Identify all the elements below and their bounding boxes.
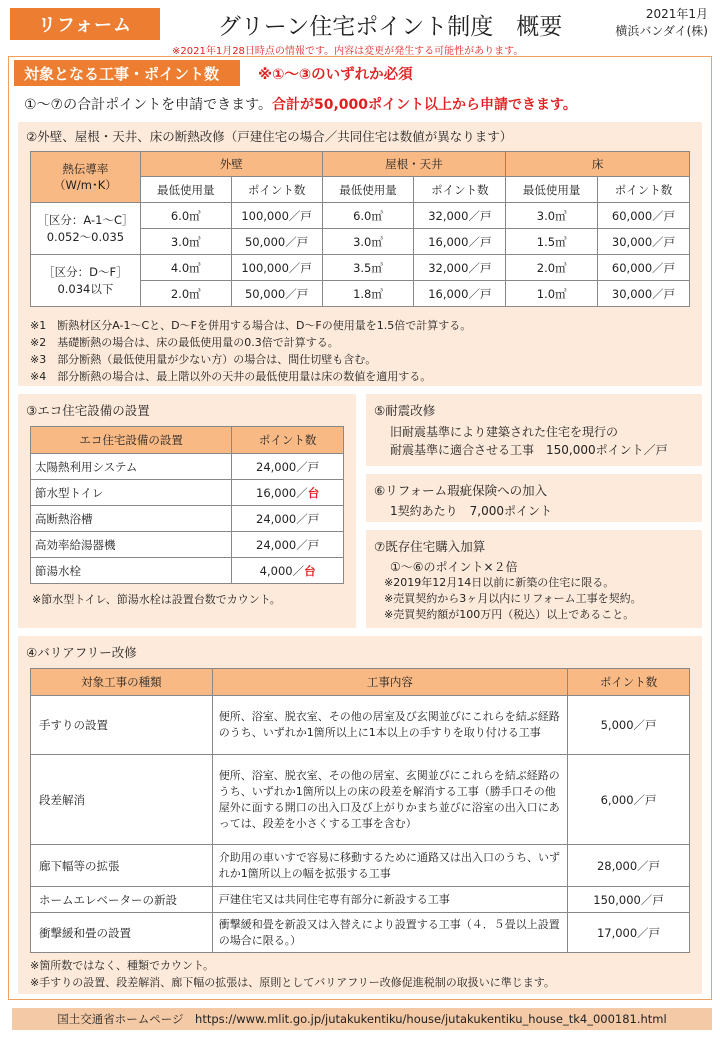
barrier-title: ④バリアフリー改修 xyxy=(26,645,137,660)
barrier-content: 便所、浴室、脱衣室、その他の居室及び玄関並びにこれらを結ぶ経路のうち、いずれか1箇所以上に1本以上の手すりを取り付ける工事 xyxy=(212,696,567,755)
category-label: ［区分：A-1～C］ 0.052～0.035 xyxy=(31,203,141,255)
conductivity-header: 熱伝導率 （W/m･K） xyxy=(31,152,141,203)
warranty-title: ⑥リフォーム瑕疵保険への加入 xyxy=(374,483,548,498)
warranty-panel xyxy=(366,474,702,522)
eco-item-name: 高断熱浴槽 xyxy=(31,506,232,532)
barrier-header-type: 対象工事の種類 xyxy=(31,669,213,696)
eco-title: ③エコ住宅設備の設置 xyxy=(26,403,150,418)
table-cell: 3.0㎥ xyxy=(506,203,598,229)
note-line: ※箇所数ではなく、種類でカウント。 xyxy=(30,959,215,972)
barrier-type: 衝撃緩和畳の設置 xyxy=(31,913,213,953)
points-unit: 戸 xyxy=(307,511,320,526)
barrier-content: 戸建住宅又は共同住宅専有部分に新設する工事 xyxy=(212,887,567,913)
table-cell: 3.0㎥ xyxy=(322,229,414,255)
table-cell: 16,000／戸 xyxy=(414,229,506,255)
points-unit: 戸 xyxy=(307,459,320,474)
points-value: 16,000／ xyxy=(256,485,308,500)
table-cell: 16,000／戸 xyxy=(414,281,506,307)
eco-item-name: 節水型トイレ xyxy=(31,480,232,506)
purchase-panel xyxy=(366,530,702,628)
table-row xyxy=(31,255,690,281)
barrier-points: 28,000／戸 xyxy=(568,845,690,887)
points-value: 24,000／ xyxy=(256,459,308,474)
table-row xyxy=(31,454,344,480)
seismic-line1: 旧耐震基準により建築された住宅を現行の xyxy=(390,425,619,439)
barrier-type: 廊下幅等の拡張 xyxy=(31,845,213,887)
insulation-panel xyxy=(18,122,702,386)
group-header-floor: 床 xyxy=(506,152,690,177)
table-cell: 100,000／戸 xyxy=(231,255,322,281)
table-cell: 6.0㎥ xyxy=(322,203,414,229)
points-value: 4,000／ xyxy=(259,563,305,578)
subheader-min: 最低使用量 xyxy=(322,177,414,203)
barrier-points: 5,000／戸 xyxy=(568,696,690,755)
table-cell: 50,000／戸 xyxy=(231,229,322,255)
intro-line xyxy=(24,94,577,114)
barrier-notes xyxy=(30,957,555,991)
barrier-table xyxy=(30,668,690,953)
insulation-notes xyxy=(30,317,471,385)
warranty-line1: 1契約あたり 7,000ポイント xyxy=(390,504,552,518)
barrier-content: 便所、浴室、脱衣室、その他の居室、玄関並びにこれらを結ぶ経路のうち、いずれか1箇所以上の床の段差を解消する工事（勝手口その他屋外に面する開口の出入口及び上がりかまち並びに浴室の出入口にあっては、段差を小さくする工事を含む） xyxy=(212,755,567,845)
seismic-line2: 耐震基準に適合させる工事 150,000ポイント／戸 xyxy=(390,443,668,457)
purchase-notes xyxy=(384,575,642,623)
table-cell: 32,000／戸 xyxy=(414,255,506,281)
seismic-title: ⑤耐震改修 xyxy=(374,403,436,418)
table-row xyxy=(31,913,690,953)
note-line: ※4 部分断熱の場合は、最上階以外の天井の最低使用量は床の数値を適用する。 xyxy=(30,370,432,383)
note-line: ※売買契約額が100万円（税込）以上であること。 xyxy=(384,608,635,621)
barrier-type: ホームエレベーターの新設 xyxy=(31,887,213,913)
category-tag: リフォーム xyxy=(10,8,160,40)
group-header-wall: 外壁 xyxy=(140,152,322,177)
eco-item-name: 高効率給湯器機 xyxy=(31,532,232,558)
table-cell: 2.0㎥ xyxy=(140,281,231,307)
barrier-content: 衝撃緩和畳を新設又は入替えにより設置する工事（４．５畳以上設置の場合に限る。） xyxy=(212,913,567,953)
table-cell: 2.0㎥ xyxy=(506,255,598,281)
info-notice: ※2021年1月28日時点の情報です。内容は変更が発生する可能性があります。 xyxy=(172,46,524,57)
subheader-points: ポイント数 xyxy=(231,177,322,203)
barrier-content: 介助用の車いすで容易に移動するために通路又は出入口のうち、いずれか1箇所以上の幅を拡張する工事 xyxy=(212,845,567,887)
table-row xyxy=(31,532,344,558)
eco-item-points xyxy=(232,454,344,480)
eco-item-name: 太陽熱利用システム xyxy=(31,454,232,480)
barrier-header-points: ポイント数 xyxy=(568,669,690,696)
table-cell: 32,000／戸 xyxy=(414,203,506,229)
note-line: ※3 部分断熱（最低使用量が少ない方）の場合は、間仕切壁も含む。 xyxy=(30,353,377,366)
points-value: 24,000／ xyxy=(256,511,308,526)
points-unit: 台 xyxy=(304,563,316,578)
barrier-panel xyxy=(18,636,702,994)
seismic-panel xyxy=(366,394,702,466)
eco-header-points: ポイント数 xyxy=(232,427,344,454)
barrier-type: 手すりの設置 xyxy=(31,696,213,755)
table-cell: 3.5㎥ xyxy=(322,255,414,281)
barrier-points: 6,000／戸 xyxy=(568,755,690,845)
eco-table xyxy=(30,426,344,584)
table-cell: 30,000／戸 xyxy=(598,229,690,255)
table-row xyxy=(31,558,344,584)
subheader-points: ポイント数 xyxy=(414,177,506,203)
barrier-header-content: 工事内容 xyxy=(212,669,567,696)
subheader-points: ポイント数 xyxy=(598,177,690,203)
note-line: ※売買契約から3ヶ月以内にリフォーム工事を契約。 xyxy=(384,592,642,605)
table-row xyxy=(31,755,690,845)
category-label: ［区分：D～F］ 0.034以下 xyxy=(31,255,141,307)
eco-item-points xyxy=(232,506,344,532)
purchase-title: ⑦既存住宅購入加算 xyxy=(374,539,486,554)
table-cell: 6.0㎥ xyxy=(140,203,231,229)
table-row xyxy=(31,506,344,532)
table-cell: 30,000／戸 xyxy=(598,281,690,307)
table-row xyxy=(31,203,690,229)
table-cell: 50,000／戸 xyxy=(231,281,322,307)
table-cell: 4.0㎥ xyxy=(140,255,231,281)
intro-text: ①～⑦の合計ポイントを申請できます。 xyxy=(24,97,272,113)
insulation-table xyxy=(30,151,690,307)
table-row xyxy=(31,480,344,506)
insulation-title: ②外壁、屋根・天井、床の断熱改修（戸建住宅の場合／共同住宅は数値が異なります） xyxy=(26,129,513,144)
header-meta xyxy=(615,6,708,40)
page-title: グリーン住宅ポイント制度 概要 xyxy=(217,14,563,40)
eco-header-item: エコ住宅設備の設置 xyxy=(31,427,232,454)
note-line: ※手すりの設置、段差解消、廊下幅の拡張は、原則としてバリアフリー改修促進税制の取扱いに準じます。 xyxy=(30,976,555,989)
note-line: ※2 基礎断熱の場合は、床の最低使用量の0.3倍で計算する。 xyxy=(30,336,339,349)
eco-item-points xyxy=(232,480,344,506)
table-cell: 1.8㎥ xyxy=(322,281,414,307)
table-cell: 1.5㎥ xyxy=(506,229,598,255)
purchase-line1: ①～⑥のポイント×２倍 xyxy=(390,560,518,574)
barrier-type: 段差解消 xyxy=(31,755,213,845)
intro-highlight: 合計が50,000ポイント以上から申請できます。 xyxy=(271,97,577,113)
subheader-min: 最低使用量 xyxy=(140,177,231,203)
points-unit: 戸 xyxy=(307,537,320,552)
table-cell: 60,000／戸 xyxy=(598,203,690,229)
barrier-points: 150,000／戸 xyxy=(568,887,690,913)
required-note: ※①～③のいずれか必須 xyxy=(258,67,413,83)
eco-item-points xyxy=(232,558,344,584)
org-label: 横浜バンダイ(株) xyxy=(615,24,708,38)
table-cell: 60,000／戸 xyxy=(598,255,690,281)
table-row xyxy=(31,845,690,887)
eco-note: ※節水型トイレ、節湯水栓は設置台数でカウント。 xyxy=(32,593,281,606)
eco-item-points xyxy=(232,532,344,558)
date-label: 2021年1月 xyxy=(645,7,708,21)
points-value: 24,000／ xyxy=(256,537,308,552)
section-band: 対象となる工事・ポイント数 xyxy=(14,60,240,86)
eco-item-name: 節湯水栓 xyxy=(31,558,232,584)
note-line: ※1 断熱材区分A-1～Cと、D～Fを併用する場合は、D～Fの使用量を1.5倍で計算する。 xyxy=(30,319,472,332)
points-unit: 台 xyxy=(307,485,320,500)
table-row xyxy=(31,887,690,913)
table-cell: 1.0㎥ xyxy=(506,281,598,307)
footer-link[interactable]: 国土交通省ホームページ https://www.mlit.go.jp/jutakukentiku/house/jutakukentiku_house_tk4_000181.html xyxy=(12,1008,712,1030)
barrier-points: 17,000／戸 xyxy=(568,913,690,953)
group-header-roof: 屋根・天井 xyxy=(322,152,506,177)
table-row xyxy=(31,696,690,755)
note-line: ※2019年12月14日以前に新築の住宅に限る。 xyxy=(384,576,615,589)
table-cell: 100,000／戸 xyxy=(231,203,322,229)
subheader-min: 最低使用量 xyxy=(506,177,598,203)
eco-panel xyxy=(18,394,356,628)
table-cell: 3.0㎥ xyxy=(140,229,231,255)
